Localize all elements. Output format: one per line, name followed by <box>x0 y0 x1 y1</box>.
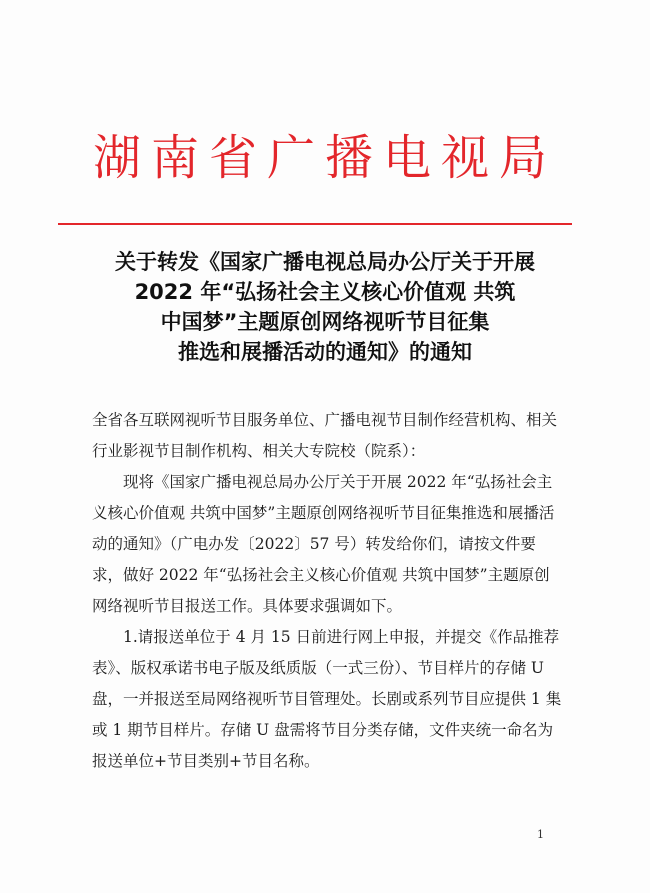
issuer-header: 湖南省广播电视局 <box>92 130 557 186</box>
paragraph-requirement-1: 1.请报送单位于 4 月 15 日前进行网上申报，并提交《作品推荐表》、版权承诺书电子版及纸质版（一式三份）、节目样片的存储 U 盘，一并报送至局网络视听节目管理处。长剧或系列节目应提供 1 集或 1 期节目样片。存储 U 盘需将节目分类存储，文件夹统一命名为报送单位+节目类别+节目名称。 <box>92 628 562 770</box>
document-body <box>92 405 562 777</box>
title-line-1: 关于转发《国家广播电视总局办公厅关于开展 <box>115 250 535 274</box>
paragraph-forwarding: 现将《国家广播电视总局办公厅关于开展 2022 年“弘扬社会主义核心价值观 共筑中国梦”主题原创网络视听节目征集推选和展播活动的通知》（广电办发〔2022〕57 号）转发给你们，请按文件要求，做好 2022 年“弘扬社会主义核心价值观 共筑中国梦”主题原创网络视听节目报送工作。具体要求强调如下。 <box>92 473 555 615</box>
title-line-2: 2022 年“弘扬社会主义核心价值观 共筑 <box>134 280 516 304</box>
page-number: 1 <box>537 828 544 841</box>
title-line-3: 中国梦”主题原创网络视听节目征集 <box>160 310 490 334</box>
document-title <box>0 247 650 367</box>
title-line-4: 推选和展播活动的通知》的通知 <box>178 340 472 364</box>
red-divider-line <box>58 223 572 225</box>
addressee: 全省各互联网视听节目服务单位、广播电视节目制作经营机构、相关行业影视节目制作机构、相关大专院校（院系）： <box>92 411 558 460</box>
